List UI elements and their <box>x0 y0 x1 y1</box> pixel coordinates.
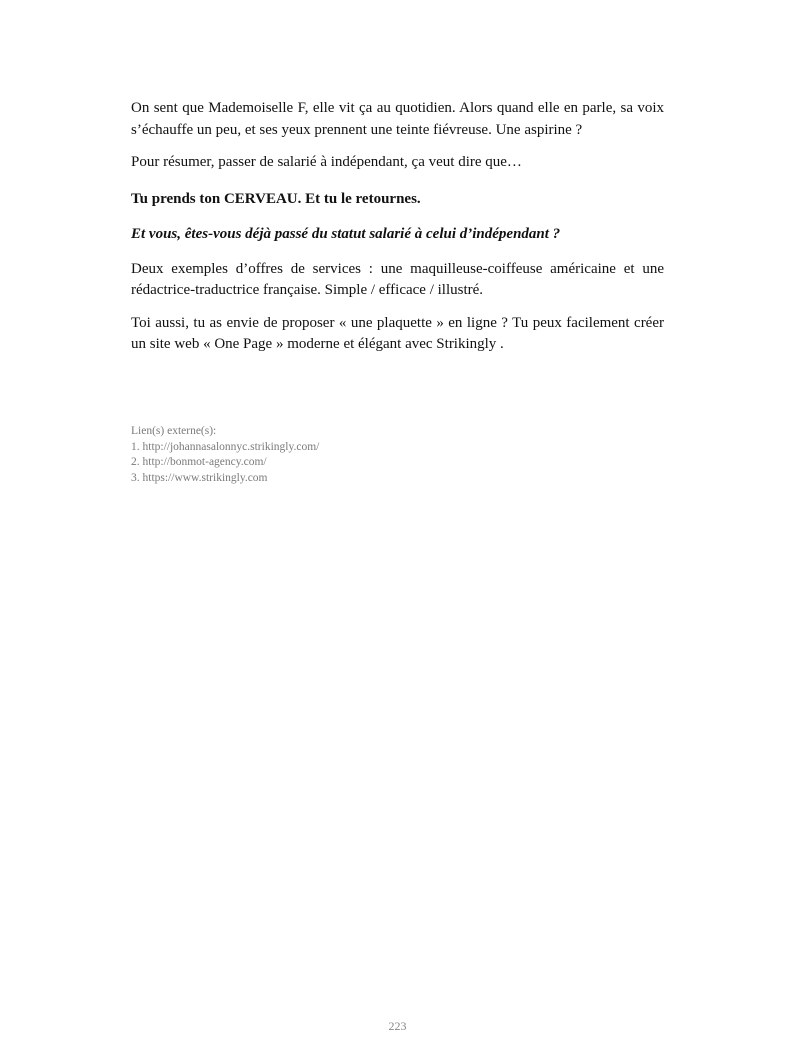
paragraph-exemples: Deux exemples d’offres de services : une maquilleuse-coiffeuse américaine et une rédactrice-traductrice française. Simple / efficace / illustré. <box>131 260 664 298</box>
external-link-3[interactable]: 3. https://www.strikingly.com <box>131 471 268 484</box>
external-links-heading: Lien(s) externe(s): <box>131 425 217 437</box>
external-links <box>131 424 319 486</box>
paragraph-cerveau: Tu prends ton CERVEAU. Et tu le retournes. <box>131 190 421 207</box>
paragraph-resumer: Pour résumer, passer de salarié à indépendant, ça veut dire que… <box>131 154 522 170</box>
paragraph-mademoiselle-f: On sent que Mademoiselle F, elle vit ça au quotidien. Alors quand elle en parle, sa voix s’échauffe un peu, et ses yeux prennent une teinte fiévreuse. Une aspirine ? <box>131 100 664 138</box>
page-number: 223 <box>388 1019 407 1033</box>
external-link-2[interactable]: 2. http://bonmot-agency.com/ <box>131 456 267 468</box>
paragraph-question: Et vous, êtes-vous déjà passé du statut salarié à celui d’indépendant ? <box>131 226 561 242</box>
body-text <box>131 98 664 367</box>
paragraph-plaquette: Toi aussi, tu as envie de proposer « une plaquette » en ligne ? Tu peux facilement créer un site web « One Page » moderne et élégant avec Strikingly . <box>131 314 664 352</box>
external-link-1[interactable]: 1. http://johannasalonnyc.strikingly.com/ <box>131 440 320 453</box>
